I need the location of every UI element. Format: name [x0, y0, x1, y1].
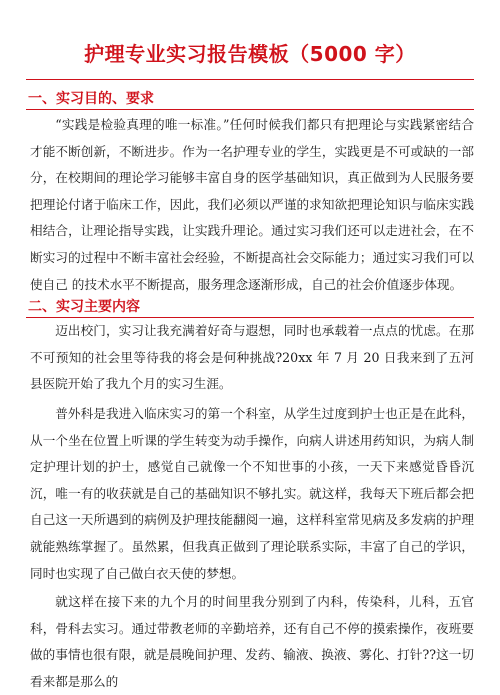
document-title: 护理专业实习报告模板（5000 字）	[84, 42, 416, 66]
section-heading-content: 二、实习主要内容	[28, 299, 140, 315]
title-divider	[26, 79, 474, 80]
paragraph: 迈出校门，实习让我充满着好奇与遐想，同时也承载着一点点的忧虑。在那不可预知的社会里等待我的将会是何种挑战?20xx 年 7 月 20 日我来到了五河县医院开始了我九个月的实习生涯。	[30, 323, 474, 392]
paragraph: “实践是检验真理的唯一标准。”任何时候我们都只有把理论与实践紧密结合才能不断创新，不断进步。作为一名护理专业的学生，实践更是不可或缺的一部分，在校期间的理论学习能够丰富自身的医学基础知识，真正做到为人民服务要把理论付诸于临床工作，因此，我们必须以严谨的求知欲把理论知识与临床实践相结合，让理论指导实践，让实践升理论。通过实习我们还可以走进社会，在不断实习的过程中不断丰富社会经验，不断提高社会交际能力；通过实习我们可以使自己 的技术水平不断提高，服务理念逐渐形成，自己的社会价值逐步体现。	[30, 117, 474, 292]
section-heading-purpose: 一、实习目的、要求	[28, 91, 154, 107]
section-divider	[26, 109, 474, 110]
paragraph: 就这样在接下来的九个月的时间里我分别到了内科，传染科，儿科，五官科，骨科去实习。通过带教老师的辛勤培养，还有自己不停的摸索操作，夜班要做的事情也很有限，就是晨晚间护理、发药、输液、换液、雾化、打针??这一切看来都是那么的	[30, 594, 474, 689]
paragraph: 普外科是我进入临床实习的第一个科室，从学生过度到护士也正是在此科，从一个坐在位置上听课的学生转变为动手操作，向病人讲述用药知识，为病人制定护理计划的护士，感觉自己就像一个不知世事的小孩，一天下来感觉昏昏沉沉，唯一有的收获就是自己的基础知识不够扎实。就这样，我每天下班后都会把自己这一天所遇到的病例及护理技能翻阅一遍，这样科室常见病及多发病的护理就能熟练掌握了。虽然累，但我真正做到了理论联系实际，丰富了自己的学识，同时也实现了自己做白衣天使的梦想。	[30, 406, 474, 581]
